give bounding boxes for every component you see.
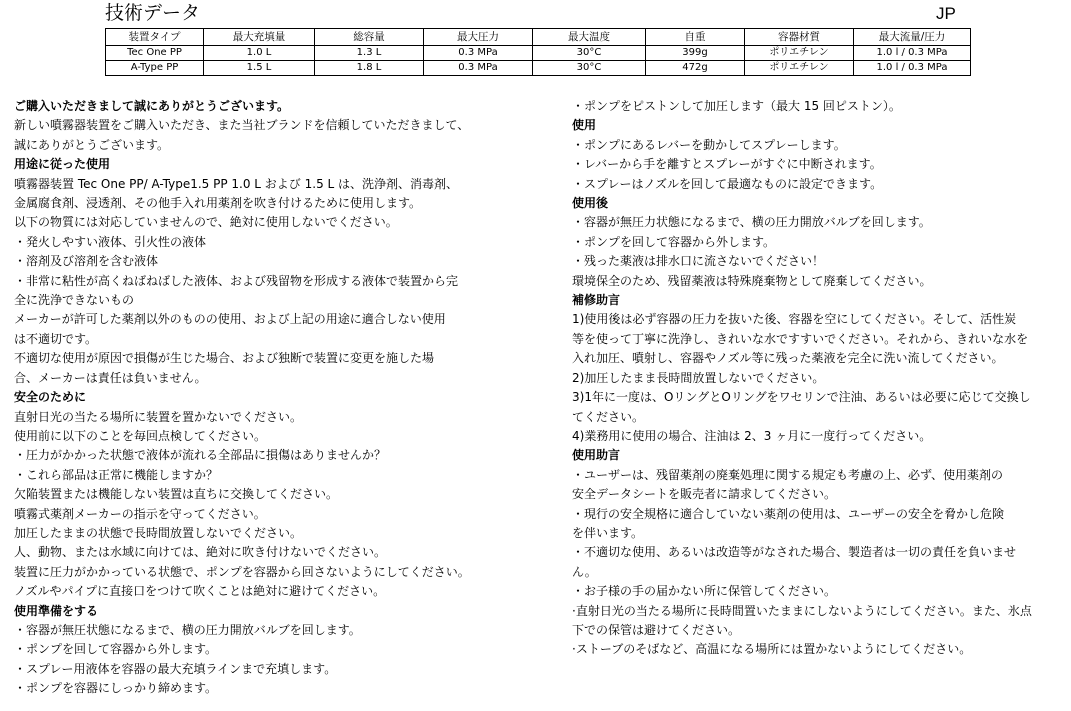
section-heading: 使用助言: [572, 448, 621, 463]
table-cell: 399g: [646, 46, 745, 61]
text-line: 1)使用後は必ず容器の圧力を抜いた後、容器を空にしてください。そして、活性炭: [572, 312, 1017, 327]
text-line: ・ポンプを回して容器から外します。: [572, 234, 776, 249]
text-line: ん。: [572, 564, 597, 579]
section-heading: 使用後: [572, 196, 609, 211]
text-line: ・ポンプを回して容器から外します。: [14, 642, 218, 657]
text-line: 4)業務用に使用の場合、注油は 2、3 ヶ月に一度行ってください。: [572, 428, 932, 443]
page-title: 技術データ: [105, 2, 201, 24]
table-cell: 1.0 l / 0.3 MPa: [854, 46, 971, 61]
text-line: ・圧力がかかった状態で液体が流れる全部品に損傷はありませんか？: [14, 448, 387, 463]
text-line: 3)1年に一度は、OリングとOリングをワセリンで注油、あるいは必要に応じて交換し: [572, 390, 1031, 405]
table-cell: 1.3 L: [315, 46, 424, 61]
header-cell: 自重: [646, 29, 745, 46]
text-line: 全に洗浄できないもの: [14, 293, 135, 308]
text-line: ・容器が無圧状態になるまで、横の圧力開放バルブを回します。: [14, 622, 361, 637]
header-cell: 最大圧力: [424, 29, 533, 46]
table-cell: 1.5 L: [204, 61, 315, 76]
text-line: ・お子様の手の届かない所に保管してください。: [572, 584, 837, 599]
text-line: 人、動物、または水域に向けては、絶対に吹き付けないでください。: [14, 545, 387, 560]
text-line: ・スプレー用液体を容器の最大充填ラインまで充填します。: [14, 661, 337, 676]
text-line: メーカーが許可した薬剤以外のものの使用、および上記の用途に適合しない使用: [14, 312, 446, 327]
table-cell: 472g: [646, 61, 745, 76]
right-text-column: [572, 97, 1062, 660]
text-line: 不適切な使用が原因で損傷が生じた場合、および独断で装置に変更を施した場: [14, 351, 435, 366]
text-line: を伴います。: [572, 525, 644, 540]
text-line: 直射日光の当たる場所に装置を置かないでください。: [14, 409, 303, 424]
table-cell: 1.8 L: [315, 61, 424, 76]
table-cell: Tec One PP: [106, 46, 204, 61]
section-heading: 補修助言: [572, 293, 621, 308]
text-line: ・不適切な使用、あるいは改造等がなされた場合、製造者は一切の責任を負いませ: [572, 545, 1017, 560]
text-line: ノズルやパイプに直接口をつけて吹くことは絶対に避けてください。: [14, 584, 386, 599]
section-heading: 用途に従った使用: [14, 157, 111, 172]
text-line: 使用前に以下のことを毎回点検してください。: [14, 428, 267, 443]
left-text-column: [14, 97, 562, 699]
table-cell: ポリエチレン: [745, 46, 854, 61]
text-line: 入れ加圧、噴射し、容器やノズル等に残った薬液を完全に洗い流してください。: [572, 351, 1004, 366]
text-line: ・非常に粘性が高くねばねばした液体、および残留物を形成する液体で装置から完: [14, 273, 459, 288]
text-line: 以下の物質には対応していませんので、絶対に使用しないでください。: [14, 215, 398, 230]
text-line: 金属腐食剤、浸透剤、その他手入れ用薬剤を吹き付けるために使用します。: [14, 196, 422, 211]
text-line: ・現行の安全規格に適合していない薬剤の使用は、ユーザーの安全を脅かし危険: [572, 506, 1005, 521]
table-cell: 0.3 MPa: [424, 46, 533, 61]
table-cell: 1.0 l / 0.3 MPa: [854, 61, 971, 76]
table-cell: 0.3 MPa: [424, 61, 533, 76]
text-line: ・容器が無圧力状態になるまで、横の圧力開放バルブを回します。: [572, 215, 931, 230]
section-heading: 安全のために: [14, 390, 87, 405]
section-heading: ご購入いただきまして誠にありがとうございます。: [14, 99, 290, 113]
text-line: ・溶剤及び溶剤を含む液体: [14, 254, 159, 269]
text-line: 環境保全のため、残留薬液は特殊廃棄物として廃棄してください。: [572, 273, 932, 288]
text-line: ・レバーから手を離すとスプレーがすぐに中断されます。: [572, 157, 882, 172]
header-cell: 最大流量/圧力: [854, 29, 971, 46]
text-line: 2)加圧したまま長時間放置しないでください。: [572, 370, 825, 385]
text-line: ・ユーザーは、残留薬剤の廃棄処理に関する規定も考慮の上、必ず、使用薬剤の: [572, 467, 1004, 482]
table-cell: A-Type PP: [106, 61, 204, 76]
text-line: ・ポンプをピストンして加圧します（最大 15 回ピストン）。: [572, 99, 901, 113]
text-line: ・発火しやすい液体、引火性の液体: [14, 234, 207, 249]
text-line: ・これら部品は正常に機能しますか？: [14, 467, 219, 482]
text-line: 安全データシートを販売者に請求してください。: [572, 487, 837, 502]
table-cell: 30°C: [533, 46, 646, 61]
text-line: ・ポンプにあるレバーを動かしてスプレーします。: [572, 137, 846, 152]
table-row: [106, 61, 971, 76]
header-cell: 最大充填量: [204, 29, 315, 46]
table-cell: 30°C: [533, 61, 646, 76]
text-line: は不適切です。: [14, 331, 98, 346]
text-line: 加圧したままの状態で長時間放置しないでください。: [14, 525, 303, 540]
text-line: 下での保管は避けてください。: [572, 622, 741, 637]
text-line: 装置に圧力がかかっている状態で、ポンプを容器から回さないようにしてください。: [14, 564, 470, 579]
text-line: 等を使って丁寧に洗浄し、きれいな水ですすいでください。それから、きれいな水を: [572, 331, 1029, 346]
text-line: ·ストーブのそばなど、高温になる場所には置かないようにしてください。: [572, 642, 972, 657]
text-line: ・スプレーはノズルを回して最適なものに設定できます。: [572, 176, 883, 191]
text-line: ・ポンプを容器にしっかり締めます。: [14, 681, 218, 696]
text-line: 合、メーカーは責任は負いません。: [14, 370, 207, 385]
spec-table: [105, 28, 971, 76]
text-line: 欠陥装置または機能しない装置は直ちに交換してください。: [14, 487, 339, 502]
text-line: ·直射日光の当たる場所に長時間置いたままにしないようにしてください。また、氷点: [572, 603, 1032, 618]
text-line: 誠にありがとうございます。: [14, 137, 170, 152]
header-cell: 総容量: [315, 29, 424, 46]
header-cell: 最大温度: [533, 29, 646, 46]
spec-table-header-row: [106, 29, 971, 46]
text-line: ・残った薬液は排水口に流さないでください！: [572, 254, 825, 269]
language-code: JP: [936, 4, 956, 23]
section-heading: 使用: [572, 118, 597, 133]
header-cell: 容器材質: [745, 29, 854, 46]
table-cell: ポリエチレン: [745, 61, 854, 76]
text-line: 噴霧器装置 Tec One PP/ A-Type1.5 PP 1.0 L および 1.5 L は、洗浄剤、消毒剤、: [14, 176, 459, 191]
text-line: てください。: [572, 409, 645, 424]
table-cell: 1.0 L: [204, 46, 315, 61]
header-cell: 装置タイプ: [106, 29, 204, 46]
text-line: 噴霧式薬剤メーカーの指示を守ってください。: [14, 506, 266, 521]
section-heading: 使用準備をする: [14, 603, 99, 618]
table-row: [106, 46, 971, 61]
text-line: 新しい噴霧器装置をご購入いただき、また当社ブランドを信頼していただきまして、: [14, 118, 470, 133]
